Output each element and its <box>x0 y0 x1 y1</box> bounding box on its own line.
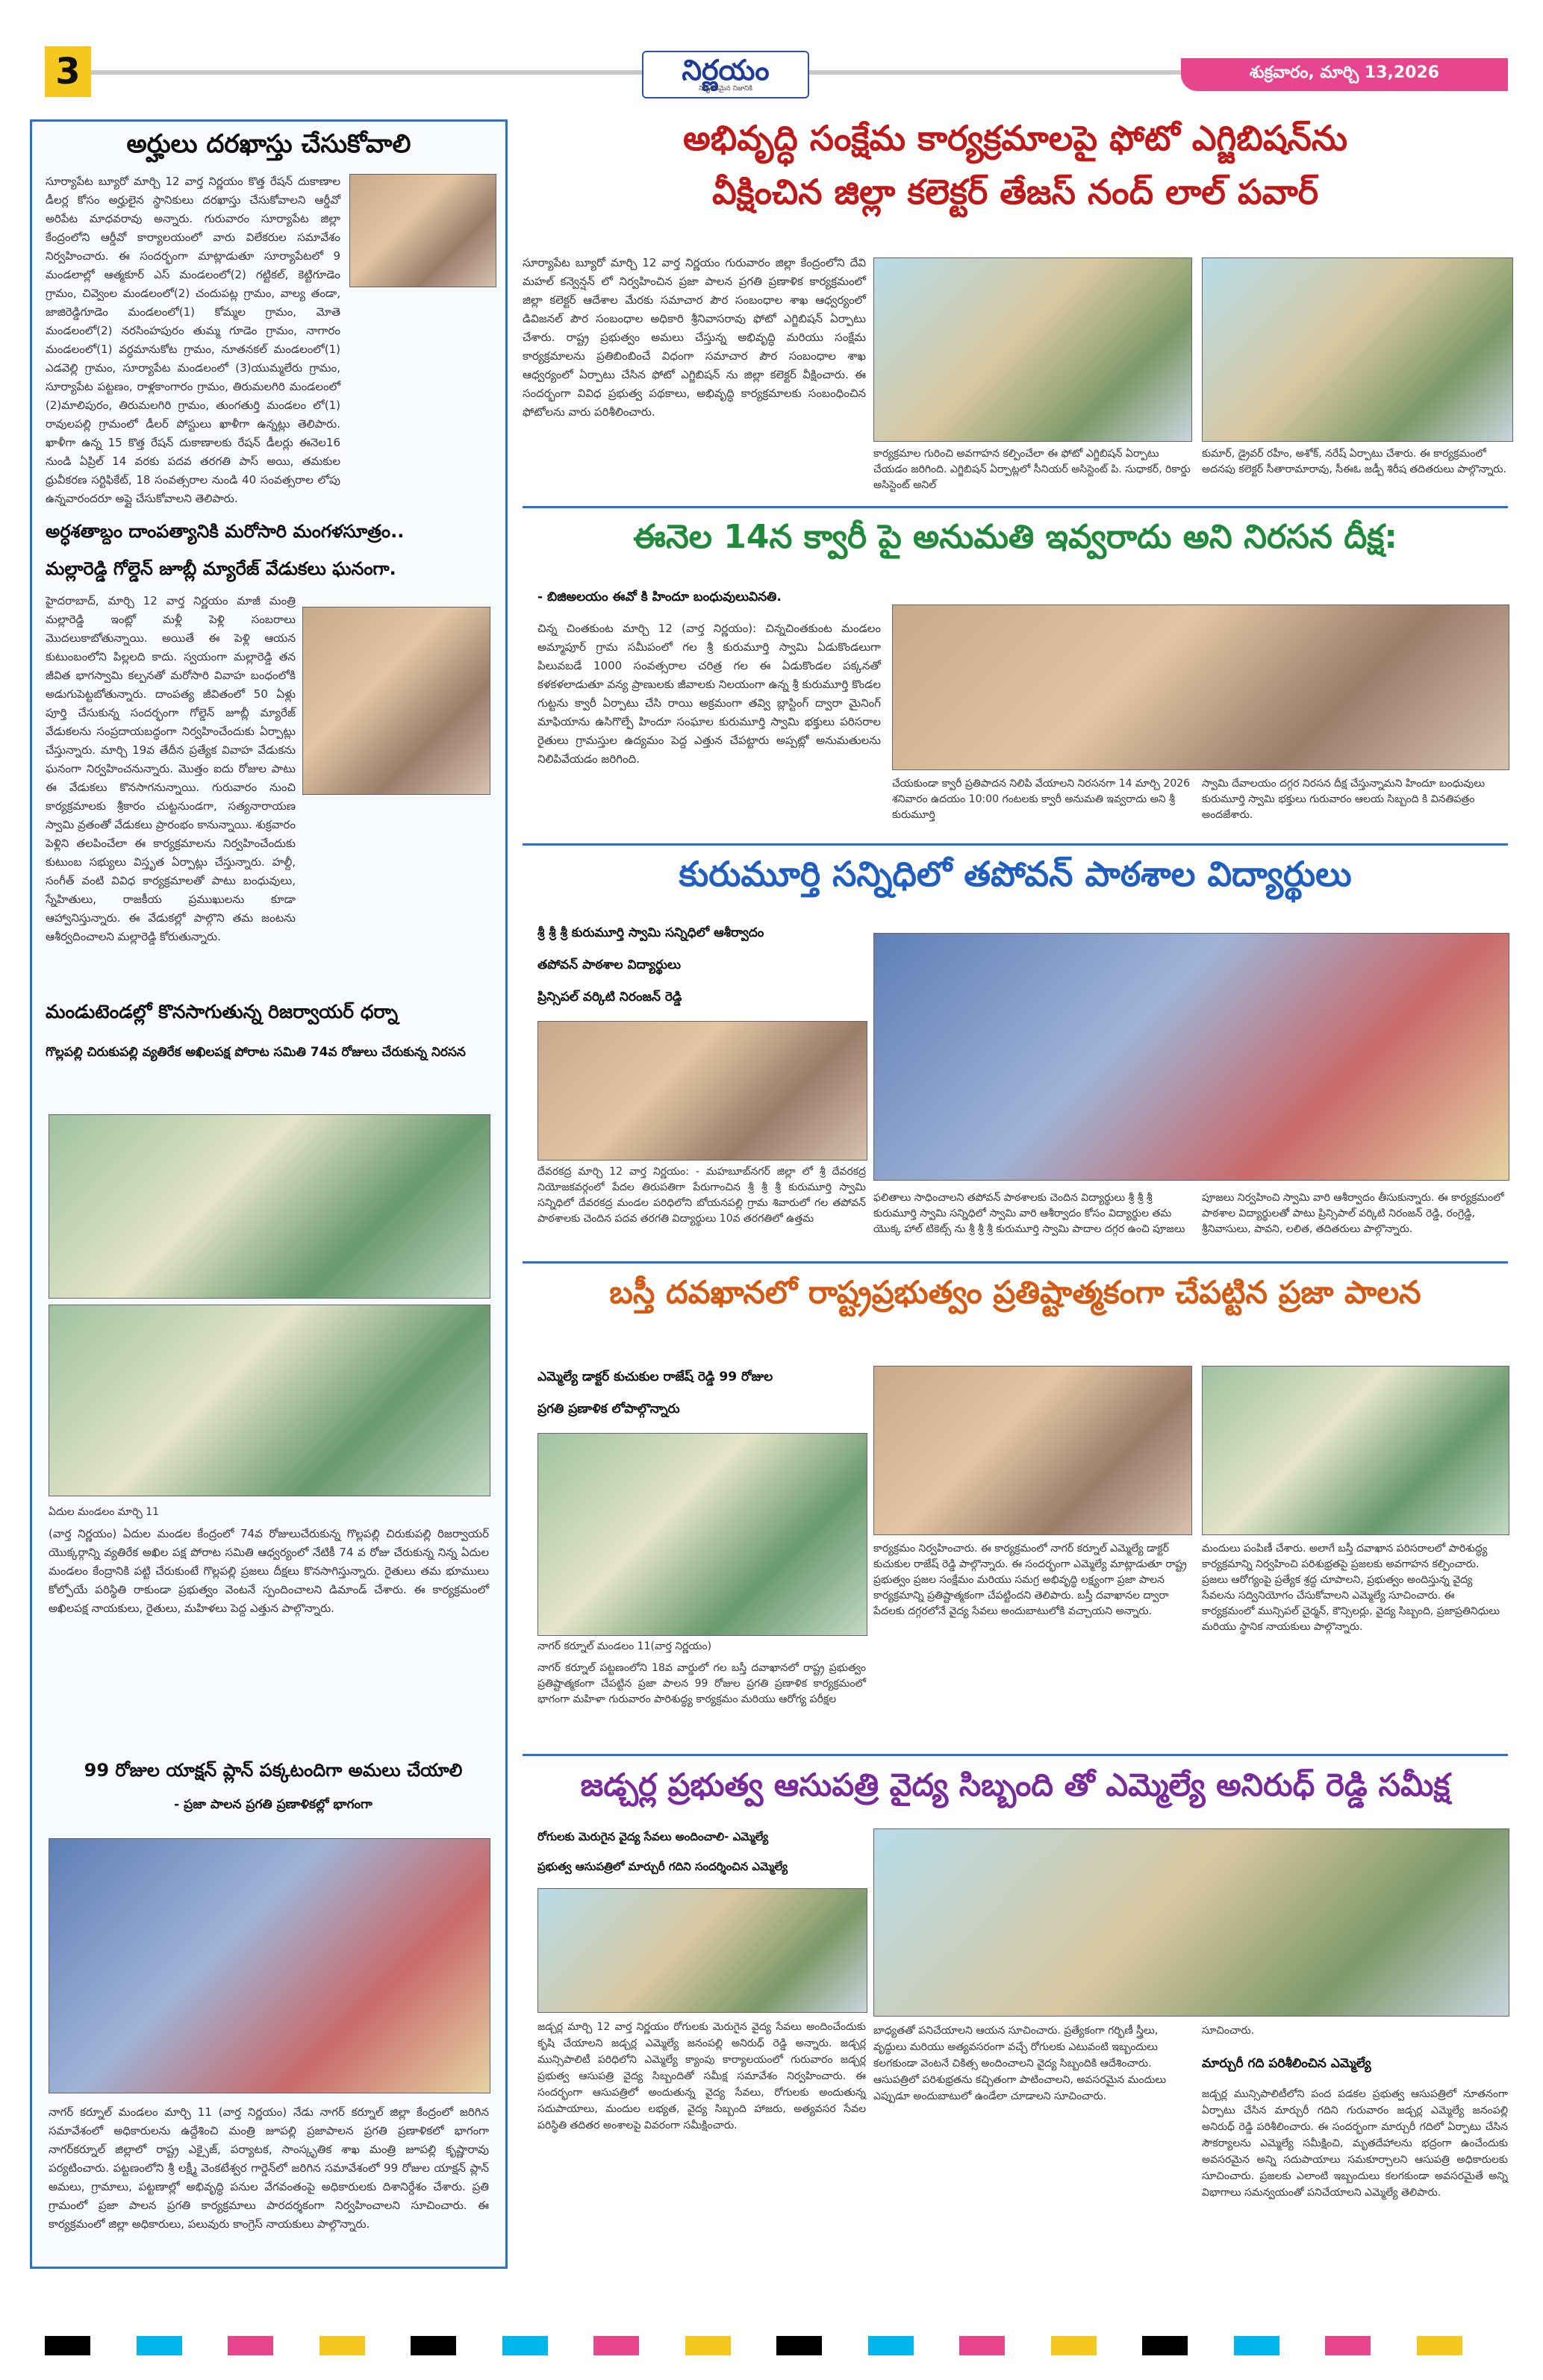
right-story4-headline: బస్తీ దవఖానలో రాష్ట్రప్రభుత్వం ప్రతిష్టాత్మకంగా చేపట్టిన ప్రజా పాలన <box>609 1274 1421 1311</box>
left-story3-subtitle: గొల్లపల్లి చిరుకుపల్లి వ్యతిరేక అఖిలపక్ష పోరాట సమితి 74వ రోజులు చేరుకున్న నిరసన <box>46 1045 466 1060</box>
right-story2-headline: ఈనెల 14న క్వారీ పై అనుమతి ఇవ్వరాదు అని నిరసన దీక్ష: <box>633 518 1397 556</box>
right-story3-bullet-3: ప్రిన్సిపల్ వర్కిటి నిరంజన్ రెడ్డి <box>537 990 682 1005</box>
divider <box>523 1261 1508 1264</box>
right-story2-subtitle: - బిజిఅలయం ఈవో కి హిందూ బంధువులువినతి. <box>537 590 782 605</box>
page-number: 3 <box>45 46 91 97</box>
left-story3-photo-2 <box>49 1305 490 1496</box>
color-swatch <box>776 2336 822 2355</box>
left-story1-body-cont <box>349 293 495 428</box>
right-story3-photo-1 <box>537 1021 867 1161</box>
color-swatch <box>914 2336 959 2355</box>
right-story1-headline-2: వీక్షించిన జిల్లా కలెక్టర్ తేజస్ నంద్ లాల్ పవార్ <box>711 172 1319 212</box>
right-story5-headline: జడ్చర్ల ప్రభుత్వ ఆసుపత్రి వైద్య సిబ్బంది తో ఎమ్మెల్యే అనిరుధ్ రెడ్డి సమీక్ష <box>580 1767 1450 1803</box>
right-story5-caption-mid: బాధ్యతతో పనిచేయాలని ఆయన సూచించారు. ప్రత్యేకంగా గర్భిణీ స్త్రీలు, వృద్ధులు మరియు అత్యవసరంగా వచ్చే రోగులకు ఎటువంటి ఇబ్బందులు కలగకుండా వెంటనే చికిత్స అందించాలని వైద్య సిబ్బందికి ఆదేశించారు. ఆసుపత్రిలో పరిశుభ్రతను కచ్చితంగా పాటించాలని, అవసరమైన మందులు ఎప్పుడూ అందుబాటులో ఉండేలా చూడాలని సూచించారు. <box>873 2025 1167 2102</box>
color-swatch <box>411 2336 456 2355</box>
left-story2-photo <box>302 607 490 795</box>
left-column <box>30 119 508 2269</box>
right-story4-photo-2 <box>873 1366 1192 1535</box>
color-swatch <box>502 2336 548 2355</box>
right-story3-caption-right: పూజలు నిర్వహించి స్వామి వారి ఆశీర్వాదం తీసుకున్నారు. ఈ కార్యక్రమంలో పాఠశాల విద్యార్థులతో పాటు ప్రిన్సిపాల్ వర్కిటి నిరంజన్ రెడ్డి, రంగ్రెడ్డి, శ్రీనివాసులు, పావని, లలిత, తదితరులు పాల్గొన్నారు. <box>1202 1192 1504 1235</box>
right-story5-photo-2 <box>873 1828 1509 2017</box>
right-story3-body: దేవరకద్ర మార్చి 12 వార్త నిర్ణయం: - మహబూబ్‌నగర్ జిల్లా లో శ్రీ దేవరకద్ర నియోజకవర్గంలో పేదల తిరుపతిగా పేరుగాంచిన శ్రీ శ్రీ శ్రీ కురుమూర్తి స్వామి సన్నిధిలో దేవరకద్ర మండల పరిధిలోని బోయనపల్లి గ్రామ శివారులో గల తపోవన్ పాఠశాలకు చెందిన పదవ తరగతి విద్యార్థులు 10వ తరగతిలో ఉత్తమ <box>537 1166 866 1225</box>
right-story1-caption-right: కుమార్, డ్రైవర్ రహీం, అశోక్, నరేష్ ఏర్పాటు చేశారు. ఈ కార్యక్రమంలో అదనపు కలెక్టర్ సీతారామారావు, సీఈఓ జడ్పీ శిరీష తదితరులు పాల్గొన్నారు. <box>1202 448 1507 475</box>
right-story3-bullet-1: శ్రీ శ్రీ శ్రీ కురుమూర్తి స్వామి సన్నిధిలో ఆశీర్వాదం <box>537 925 764 940</box>
color-swatch <box>1051 2336 1097 2355</box>
left-story4-subtitle: - ప్రజా పాలన ప్రగతి ప్రణాళికల్లో భాగంగా <box>174 1797 372 1812</box>
right-story3-caption-mid: ఫలితాలు సాధించాలని తపోవన్ పాఠశాలకు చెందిన విద్యార్థులు శ్రీ శ్రీ శ్రీ కురుమూర్తి స్వామి సన్నిధిలో స్వామి వారి ఆశీర్వాదం కోసం విద్యార్థుల తమ యొక్క హాల్ టికెట్స్ ను శ్రీ శ్రీ శ్రీ కురుమూర్తి స్వామి పాదాల దగ్గర ఉంచి పూజలు <box>873 1192 1185 1235</box>
issue-date: శుక్రవారం, మార్చి 13,2026 <box>1181 58 1508 91</box>
color-swatch <box>365 2336 411 2355</box>
color-swatch <box>456 2336 502 2355</box>
right-story5-bullet-2: ప్రభుత్వ ఆసుపత్రిలో మార్చురీ గదిని సందర్శించిన ఎమ్మెల్యే <box>537 1860 788 1873</box>
color-registration-bar <box>45 2336 1508 2355</box>
color-swatch <box>1417 2336 1462 2355</box>
right-story5-subhead-2: మార్చురీ గది పరిశీలించిన ఎమ్మెల్యే <box>1202 2056 1371 2071</box>
color-swatch <box>1371 2336 1416 2355</box>
right-story4-photo-3 <box>1202 1366 1509 1535</box>
color-swatch <box>959 2336 1005 2355</box>
left-story2-body: హైదరాబాద్, మార్చి 12 వార్త నిర్ణయం మాజీ మంత్రి మల్లారెడ్డి ఇంట్లో మళ్లీ పెళ్లి సంబరాలు మొదలుకాబోతున్నాయి. అయితే ఈ పెళ్లి ఆయన కుటుంబంలోని పిల్లలది కాదు. స్వయంగా మల్లారెడ్డి తన జీవిత భాగస్వామి కల్పనతో మరోసారి వివాహ బంధంలోకి అడుగుపెట్టబోతున్నారు. దాంపత్య జీవితంలో 50 ఏళ్లు పూర్తి చేసుకున్న సందర్భంగా గోల్డెన్ జూబ్లీ మ్యారేజ్ వేడుకలను సంప్రదాయబద్ధంగా నిర్వహించేందుకు ఏర్పాట్లు చేస్తున్నారు. మార్చి 19వ తేదీన ప్రత్యేక వివాహ వేడుకను ఘనంగా నిర్వహించనున్నారు. మొత్తం ఐదు రోజుల పాటు ఈ వేడుకలు కొనసాగనున్నాయి. గురువారం నుంచి కార్యక్రమాలకు శ్రీకారం చుట్టనుండగా, సత్యనారాయణ స్వామి వ్రతంతో వేడుకలు ప్రారంభం కానున్నాయి. శుక్రవారం పెళ్లిని తలపించేలా ఈ కార్యక్రమాలను నిర్వహించేందుకు కుటుంబ సభ్యులు విస్తృత ఏర్పాట్లు చేస్తున్నారు. హల్దీ, సంగీత్ వంటి వివిధ కార్యక్రమాలతో పాటు బంధువులు, స్నేహితులు, రాజకీయ ప్రముఖులను కూడా ఆహ్వానిస్తున్నారు. ఈ వేడుకల్లో పాల్గొని తమ జంటను ఆశీర్వదించాలని మల్లారెడ్డి కోరుతున్నారు. <box>46 594 296 943</box>
left-story4-body: నాగర్ కర్నూల్ మండలం మార్చి 11 (వార్త నిర్ణయం) నేడు నాగర్ కర్నూల్ జిల్లా కేంద్రంలో జరిగిన సమావేశంలో అధికారులను ఉద్దేశించి మంత్రి జూపల్లి ప్రజాపాలన ప్రగతి ప్రణాళికలో భాగంగా నాగర్‌కర్నూల్ జిల్లాలో రాష్ట్ర ఎక్సైజ్, పర్యాటక, సాంస్కృతిక శాఖ మంత్రి జూపల్లి కృష్ణారావు పర్యటించారు. పట్టణంలోని శ్రీ లక్ష్మీ వెంకటేశ్వర గార్డెన్‌లో జరిగిన సమావేశంలో 99 రోజుల యాక్షన్ ప్లాన్ అమలు, గ్రామాలు, పట్టణాల్లో అభివృద్ధి పనుల వేగవంతంపై అధికారులకు దిశానిర్దేశం చేశారు. ప్రతి గ్రామంలో ప్రజా పాలన ప్రగతి కార్యక్రమాలు పారదర్శకంగా నిర్వహించాలని సూచించారు. ఈ కార్యక్రమంలో జిల్లా అధికారులు, పలువురు కాంగ్రెస్ నాయకులు పాల్గొన్నారు. <box>49 2105 489 2231</box>
right-story1-headline-1: అభివృద్ధి సంక్షేమ కార్యక్రమాలపై ఫోటో ఎగ్జిబిషన్‌ను <box>683 118 1347 158</box>
right-story5-body-2: జడ్చర్ల మున్సిపాలిటీలోని పంద పడకల ప్రభుత్వ ఆసుపత్రిలో నూతనంగా ఏర్పాటు చేసిన మార్చురీ గదిని గురువారం జడ్చర్ల ఎమ్మెల్యే జనంపల్లి అనిరుధ్ రెడ్డి పరిశీలించారు. ఈ సందర్భంగా మార్చురీ గదిలో ఏర్పాటు చేసిన సౌకర్యాలను ఎమ్మెల్యే సమీక్షించి, మృతదేహాలను భద్రంగా ఉంచేందుకు అవసరమైన అన్ని సదుపాయాలు సమకూర్చాలని ఆసుపత్రి అధికారులకు సూచించారు. ప్రజలకు ఎలాంటి ఇబ్బందులు కలగకుండా అవసరమైతే అన్ని విభాగాలు సమన్వయంతో పనిచేయాలని ఎమ్మెల్యే తెలిపారు. <box>1202 2088 1508 2199</box>
right-story5-caption-right: సూచించారు. <box>1202 2025 1255 2037</box>
color-swatch <box>822 2336 867 2355</box>
masthead-title: నిర్ణయం <box>682 54 770 87</box>
right-story2-caption-mid: చేయకుండా క్వారీ ప్రతిపాదన నిలిపి వేయాలని నిరసనగా 14 మార్చి 2026 శనివారం ఉదయం 10:00 గంటలకు క్వారీ అనుమతి ఇవ్వరాదు అని శ్రీ కురుమూర్తి <box>892 778 1191 821</box>
right-story4-bullet-2: ప్రగతి ప్రణాళిక లోపాల్గొన్నారు <box>537 1402 680 1417</box>
right-story3-bullet-2: తపోవన్ పాఠశాల విద్యార్థులు <box>537 958 681 972</box>
left-story2-subtitle: మల్లారెడ్డి గోల్డెన్ జూబ్లీ మ్యారేజ్ వేడుకలు ఘనంగా. <box>46 558 396 579</box>
right-story4-caption-mid: కార్యక్రమం నిర్వహించారు. ఈ కార్యక్రమంలో నాగర్ కర్నూల్ ఎమ్మెల్యే డాక్టర్ కుచుకుల రాజేష్ రెడ్డి పాల్గొన్నారు. ఈ సందర్భంగా ఎమ్మెల్యే మాట్లాడుతూ రాష్ట్ర ప్రభుత్వం ప్రజల సంక్షేమం మరియు సమగ్ర అభివృద్ధి లక్ష్యంగా ప్రజా పాలన కార్యక్రమాన్ని ప్రతిష్టాత్మకంగా చేపట్టిందని తెలిపారు. బస్తీ దవాఖానల ద్వారా పేదలకు దగ్గరలోనే వైద్య సేవలు అందుబాటులోకి వచ్చాయని అన్నారు. <box>873 1543 1187 1617</box>
color-swatch <box>273 2336 319 2355</box>
left-story1-photo <box>349 174 496 287</box>
right-story5-body: జడ్చర్ల మార్చి 12 వార్త నిర్ణయం రోగులకు మెరుగైన వైద్య సేవలు అందించేందుకు కృషి చేయాలని జడ్చర్ల ఎమ్మెల్యే జనంపల్లి అనిరుధ్ రెడ్డి అన్నారు. జడ్చర్ల మున్సిపాలిటీ పరిధిలోని ఎమ్మెల్యే క్యాంపు కార్యాలయంలో గురువారం జడ్చర్ల ప్రభుత్వ ఆసుపత్రి వైద్య సిబ్బందితో సమీక్ష సమావేశం నిర్వహించారు. ఈ సందర్భంగా ఆసుపత్రిలో అందుతున్న వైద్య సేవలు, రోగులకు అందుతున్న సదుపాయాలు, మందుల లభ్యత, వైద్య సిబ్బంది హాజరు, అత్యవసర సేవల పరిస్థితి తదితర అంశాలపై వివరంగా సమీక్షించారు. <box>537 2021 866 2131</box>
color-swatch <box>1188 2336 1233 2355</box>
right-story4-photo-1 <box>537 1433 867 1636</box>
color-swatch <box>1097 2336 1142 2355</box>
color-swatch <box>868 2336 914 2355</box>
right-story1-caption-mid: కార్యక్రమాల గురించి అవగాహన కల్పించేలా ఈ ఫోటో ఎగ్జిబిషన్ ఏర్పాటు చేయడం జరిగింది. ఎగ్జిబిషన్ ఏర్పాట్లలో సీనియర్ అసిస్టెంట్ పి. సుధాకర్, రికార్డు అసిస్టెంట్ అనిల్ <box>873 448 1191 491</box>
masthead-tagline: నిర్భయమైన నిజానికి <box>699 85 752 93</box>
divider <box>523 506 1508 508</box>
left-story3-body: (వార్త నిర్ణయం) ఏదుల మండల కేంద్రంలో 74వ రోజులుచేరుకున్న గొల్లపల్లి చిరుకుపల్లి రిజర్వాయర్ యొక్కర్గాన్ని వ్యతిరేక అఖిల పక్ష పోరాట సమితి ఆధ్వర్యంలో నేటికీ 74 వ రోజు చేరుకున్న నిన్న ఏదుల మండలం కేంద్రానికి పట్టి చేరుకుంటే గొల్లపల్లి ప్రజలు దీక్షలు కొనసాగిస్తున్నారు. రైతులు తమ భూములు కోల్పోయే పరిస్థితి రాకుండా ప్రభుత్వం వెంటనే స్పందించాలని డిమాండ్ చేశారు. ఈ కార్యక్రమంలో అఖిలపక్ష నాయకులు, రైతులు, మహిళలు పెద్ద ఎత్తున పాల్గొన్నారు. <box>49 1527 489 1615</box>
left-story2-title: అర్ధశతాబ్దం దాంపత్యానికి మరోసారి మంగళసూత్రం.. <box>46 521 405 542</box>
left-story3-caption: ఏదుల మండలం మార్చి 11 <box>49 1506 160 1518</box>
right-story4-caption: నాగర్ కర్నూల్ మండలం 11(వార్త నిర్ణయం) <box>537 1640 712 1652</box>
color-swatch <box>685 2336 731 2355</box>
left-story1-title: అర్హులు దరఖాస్తు చేసుకోవాలి <box>126 129 411 159</box>
right-story2-caption-right: స్వామి దేవాలయం దగ్గర నిరసన దీక్ష చేస్తున్నామని హిందూ బంధువులు కురుమూర్తి స్వామి భక్తులు గురువారం ఆలయ సిబ్బంది కి వినతిపత్రం అందజేశారు. <box>1202 778 1486 821</box>
right-story3-headline: కురుమూర్తి సన్నిధిలో తపోవన్ పాఠశాల విద్యార్థులు <box>679 854 1352 894</box>
right-story2-body: చిన్న చింతకుంట మార్చి 12 (వార్త నిర్ణయం): చిన్నచింతకుంట మండలం అమ్మాపూర్ గ్రామ సమీపంలో గల శ్రీ కురుమూర్తి స్వామి ఏడుకొండలుగా పిలువబడే 1000 సంవత్సరాల చరిత్ర గల ఈ ఏడుకొండల పక్కనతో కళకళలాడుతూ వన్య ప్రాణులకు జీవాలకు నిలయంగా ఉన్న శ్రీ కురుమూర్తి కొండల గుట్టను క్వారీ ఏర్పాటు చేసి రాయి అక్రమంగా తవ్వి బ్లాస్టింగ్ ద్వారా మైనింగ్ మాఫియాను ఉసిగొల్పే హిందూ సంఘాల కురుమూర్తి స్వామి భక్తులు పరిసరాల రైతులు గ్రామస్తుల ఉద్యమం పెద్ద ఎత్తున చేపట్టారు అప్పట్లో అనుమతులను నిలిపివేయడం జరిగింది. <box>537 622 881 766</box>
color-swatch <box>90 2336 136 2355</box>
color-swatch <box>319 2336 365 2355</box>
right-story2-photo <box>892 605 1509 770</box>
right-story4-caption-right: మందులు పంపిణీ చేశారు. అలాగే బస్తీ దవాఖాన పరిసరాలలో పారిశుద్ధ్య కార్యక్రమాన్ని నిర్వహించి పరిశుభ్రతపై ప్రజలకు అవగాహన కల్పించారు. ప్రజలు ఆరోగ్యంపై ప్రత్యేక శ్రద్ధ చూపాలని, ప్రభుత్వం అందిస్తున్న వైద్య సేవలను సద్వినియోగం చేసుకోవాలని ఎమ్మెల్యే సూచించారు. ఈ కార్యక్రమంలో మున్సిపల్ చైర్మన్, కౌన్సిలర్లు, వైద్య సిబ్బంది, ప్రజాప్రతినిధులు మరియు స్థానిక నాయకులు పాల్గొన్నారు. <box>1202 1543 1500 1633</box>
left-story4-title: 99 రోజుల యాక్షన్ ప్లాన్ పక్కటందిగా అమలు చేయాలి <box>84 1760 463 1781</box>
color-swatch <box>593 2336 639 2355</box>
header-rule <box>91 70 1181 75</box>
color-swatch <box>1325 2336 1371 2355</box>
color-swatch <box>182 2336 228 2355</box>
color-swatch <box>1234 2336 1279 2355</box>
right-story4-bullet-1: ఎమ్మెల్యే డాక్టర్ కుచుకుల రాజేష్ రెడ్డి 99 రోజుల <box>537 1369 773 1384</box>
right-story4-body: నాగర్ కర్నూల్ పట్టణంలోని 18వ వార్డులో గల బస్తీ దవాఖానలో రాష్ట్ర ప్రభుత్వం ప్రతిష్టాత్మకంగా చేపట్టిన ప్రజా పాలన 99 రోజుల ప్రగతి ప్రణాళిక కార్యక్రమంలో భాగంగా మహిళా గురువారం పారిశుద్ధ్య కార్యక్రమం మరియు ఆరోగ్య పరీక్షల <box>537 1662 866 1705</box>
right-story5-bullet-1: రోగులకు మెరుగైన వైద్య సేవలు అందించాలి- ఎమ్మెల్యే <box>537 1830 769 1843</box>
right-story1-body: సూర్యాపేట బ్యూరో మార్చి 12 వార్త నిర్ణయం గురువారం జిల్లా కేంద్రంలోని దేవి మహల్ కన్వెన్షన్ లో నిర్వహించిన ప్రజా పాలన ప్రగతి ప్రణాళిక కార్యక్రమంలో జిల్లా కలెక్టర్ ఆదేశాల మేరకు సమాచార పౌర సంబంధాల శాఖ ఆధ్వర్యంలో డివిజనల్ పౌర సంబంధాల అధికారి శ్రీనివాసరావు ఫోటో ఎగ్జిబిషన్ ఏర్పాటు చేశారు. రాష్ట్ర ప్రభుత్వం అమలు చేస్తున్న అభివృద్ధి మరియు సంక్షేమ కార్యక్రమాలను ప్రతిబింబించే విధంగా సమాచార పౌర సంబంధాల శాఖ ఆధ్వర్యంలో ఏర్పాటు చేసిన ఫోటో ఎగ్జిబిషన్ ను జిల్లా కలెక్టర్ వీక్షించారు. ఈ సందర్భంగా వివిధ ప్రభుత్వ పథకాలు, అభివృద్ధి కార్యక్రమాలకు సంబంధించిన ఫోటోలను వారు పరిశీలించారు. <box>523 256 866 419</box>
divider <box>523 1754 1508 1756</box>
masthead <box>642 51 809 99</box>
color-swatch <box>1142 2336 1188 2355</box>
color-swatch <box>731 2336 776 2355</box>
color-swatch <box>548 2336 593 2355</box>
right-story3-photo-2 <box>873 933 1509 1181</box>
color-swatch <box>1462 2336 1508 2355</box>
color-swatch <box>1279 2336 1325 2355</box>
left-story3-photo-1 <box>49 1114 490 1299</box>
right-story1-photo-1 <box>873 257 1192 442</box>
color-swatch <box>45 2336 90 2355</box>
left-story3-title: మండుటెండల్లో కొనసాగుతున్న రిజర్వాయర్ ధర్నా <box>46 1001 399 1022</box>
color-swatch <box>1005 2336 1050 2355</box>
right-story1-photo-2 <box>1202 257 1513 442</box>
left-story1-body: సూర్యాపేట బ్యూరో మార్చి 12 వార్త నిర్ణయం కొత్త రేషన్ దుకాణాల డీలర్ల కోసం అర్హులైన స్థానికులు దరఖాస్తు చేసుకోవాలని ఆర్డీవో అరిపేట మాధవరావు అన్నారు. గురువారం సూర్యాపేట జిల్లా కేంద్రంలోని ఆర్డీవో కార్యాలయంలో వారు విలేకరుల సమావేశం నిర్వహించారు. ఈ సందర్భంగా మాట్లాడుతూ సూర్యాపేటలో 9 మండలాల్లో ఆత్మకూర్ ఎస్ మండలంలో(2) గట్టికల్, కెట్టిగూడెం గ్రామం, చివ్వెంల మండలంలో(2) చందుపట్ల గ్రామం, వాల్య తండా, జాజిరెడ్డిగూడెం మండలంలో(1) కోమ్మల గ్రామం, మోతె మండలంలో(2) నరసింహపురం తుమ్మ గూడెం గ్రామం, నాగారం మండలంలో(1) వర్ధమానుకోట గ్రామం, నూతనకల్ మండలంలో(1) ఎడవెల్లి గ్రామం, సూర్యాపేట మండలంలో (3)యుమ్మలేరు గ్రామం, సూర్యాపేట పట్టణం, రాళ్లకాంగారం గ్రామం, తిరుమలగిరి మండలంలో (2)మాలిపురం, తిరుమలగిరి గ్రామం, తుంగతుర్తి మండలం లో(1) రావులపల్లి గ్రామంలో డీలర్ పోస్టులు ఖాళీగా ఉన్నట్లు తెలిపారు. ఖాళీగా ఉన్న 15 కొత్త రేషన్ దుకాణాలకు రేషన్ డీలర్లు ఈనెల16 నుండి ఏప్రిల్ 14 వరకు పదవ తరగతి పాస్ అయి, తమకుల ధ్రువీకరణ సర్టిఫికేట్, 18 సంవత్సరాల నుండి 40 సంవత్సరాల లోపు ఉన్నవారందరూ అప్లై చేసుకోవాలని తెలిపారు. <box>46 175 340 505</box>
left-story4-photo <box>49 1838 490 2093</box>
color-swatch <box>137 2336 182 2355</box>
color-swatch <box>639 2336 685 2355</box>
right-story5-photo-1 <box>537 1888 867 2013</box>
color-swatch <box>228 2336 273 2355</box>
divider <box>523 843 1508 846</box>
